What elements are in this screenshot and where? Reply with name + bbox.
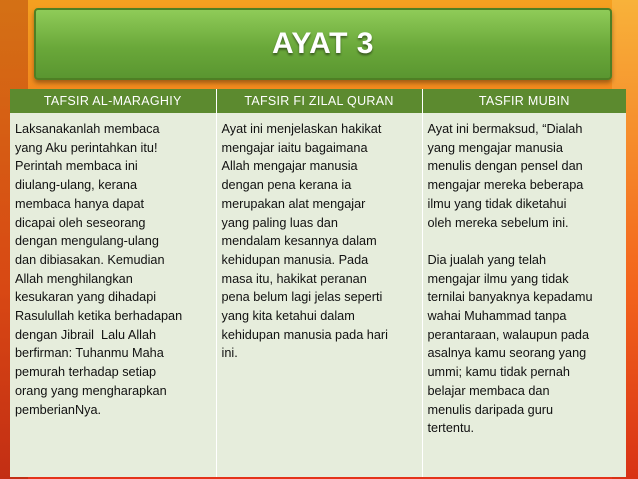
header-tasfir-mubin: TASFIR MUBIN <box>422 89 626 113</box>
header-tafsir-al-maraghiy: TAFSIR AL-MARAGHIY <box>10 89 216 113</box>
table-row <box>10 113 626 477</box>
cell-al-maraghiy: Laksanakanlah membaca yang Aku perintahkan itu! Perintah membaca ini diulang-ulang, kerana membaca hanya dapat dicapai oleh seseorang dengan mengulang-ulang dan dibiasakan. Kemudian Allah menghilangkan kesukaran yang dihadapi Rasulullah ketika berhadapan dengan Jibrail Lalu Allah berfirman: Tuhanmu Maha pemurah terhadap setiap orang yang mengharapkan pemberianNya. <box>10 113 216 477</box>
title-banner <box>34 8 612 80</box>
header-tafsir-fi-zilal-quran: TAFSIR FI ZILAL QURAN <box>216 89 422 113</box>
table-header-row <box>10 89 626 113</box>
slide-title: AYAT 3 <box>272 27 374 60</box>
cell-mubin: Ayat ini bermaksud, “Dialah yang mengajar manusia menulis dengan pensel dan mengajar mereka beberapa ilmu yang tidak diketahui oleh mereka sebelum ini. Dia jualah yang telah mengajar ilmu yang tidak ternilai banyaknya kepadamu wahai Muhammad tanpa perantaraan, walaupun pada asalnya kamu seorang yang ummi; kamu tidak pernah belajar membaca dan menulis daripada guru tertentu. <box>422 113 626 477</box>
tafsir-comparison-table <box>10 89 626 477</box>
cell-fi-zilal-quran: Ayat ini menjelaskan hakikat mengajar iaitu bagaimana Allah mengajar manusia dengan pena kerana ia merupakan alat mengajar yang paling luas dan mendalam kesannya dalam kehidupan manusia. Pada masa itu, hakikat peranan pena belum lagi jelas seperti yang kita ketahui dalam kehidupan manusia pada hari ini. <box>216 113 422 477</box>
